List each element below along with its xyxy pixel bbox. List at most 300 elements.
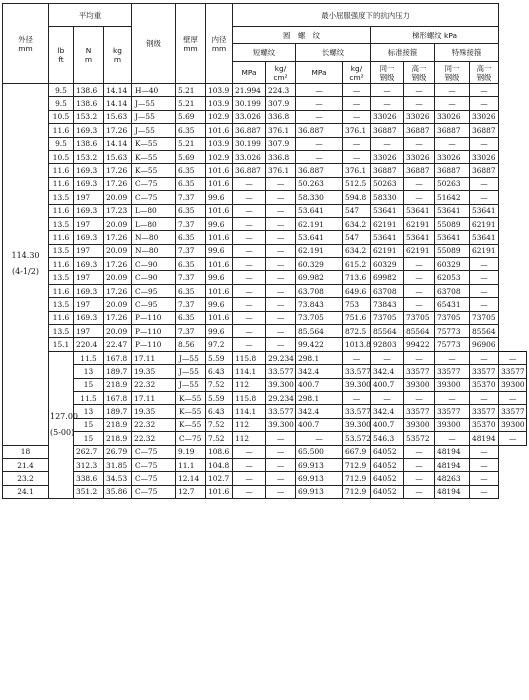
- long-kgcm-cell: —: [343, 84, 371, 97]
- lb-per-ft-cell: 11.6: [49, 231, 74, 244]
- short-kgcm-cell: —: [266, 244, 296, 257]
- table-row: [3, 298, 527, 311]
- kg-per-m-cell: 14.14: [104, 97, 132, 110]
- n-per-m-cell: 220.4: [74, 338, 104, 351]
- short-mpa-header: MPa: [233, 62, 266, 84]
- long-kgcm-cell: 400.7: [371, 418, 404, 431]
- spc-higher-grade-cell: —: [499, 391, 527, 404]
- long-mpa-cell: 33.577: [343, 365, 371, 378]
- spc-same-grade-cell: 55089: [435, 244, 470, 257]
- long-mpa-cell: 36.887: [296, 164, 343, 177]
- short-kgcm-cell: —: [266, 191, 296, 204]
- short-kgcm-cell: —: [266, 284, 296, 297]
- inner-diameter-cell: 101.6: [206, 204, 233, 217]
- short-mpa-cell: 29.234: [266, 391, 296, 404]
- lb-per-ft-cell: 23.2: [3, 472, 49, 485]
- table-row: [3, 271, 527, 284]
- long-mpa-cell: 62.191: [296, 244, 343, 257]
- wall-thickness-cell: 6.35: [176, 124, 206, 137]
- long-kgcm-cell: 712.9: [343, 472, 371, 485]
- long-mpa-cell: 99.422: [296, 338, 343, 351]
- inner-diameter-cell: 112: [233, 432, 266, 445]
- long-mpa-cell: 53.641: [296, 204, 343, 217]
- short-kgcm-cell: —: [266, 472, 296, 485]
- round-thread-header: 圆 螺 纹: [233, 27, 371, 44]
- n-per-m-cell: 312.3: [74, 458, 104, 471]
- std-same-grade-cell: 64052: [371, 472, 404, 485]
- table-row: [3, 445, 527, 458]
- spc-same-grade-cell: 53641: [435, 231, 470, 244]
- spc-higher-grade-cell: —: [470, 137, 499, 150]
- std-higher-grade-cell: 39300: [435, 378, 470, 391]
- lb-per-ft-cell: 15: [74, 432, 104, 445]
- inner-diameter-cell: 108.6: [206, 445, 233, 458]
- spc-higher-grade-cell: 96906: [470, 338, 499, 351]
- spc-higher-grade-cell: —: [470, 472, 499, 485]
- spc-higher-grade-cell: 62191: [470, 217, 499, 230]
- id-unit: mm: [211, 43, 227, 53]
- short-mpa-cell: —: [233, 338, 266, 351]
- long-mpa-cell: 36.887: [296, 124, 343, 137]
- wall-thickness-cell: 7.52: [206, 432, 233, 445]
- kg-per-m-cell: 34.53: [104, 472, 132, 485]
- table-row: [3, 164, 527, 177]
- kg-per-m-cell: 15.63: [104, 150, 132, 163]
- short-mpa-cell: —: [233, 485, 266, 498]
- n-per-m-cell: 218.9: [104, 432, 132, 445]
- std-same-grade-cell: 73843: [371, 298, 404, 311]
- inner-diameter-cell: 99.6: [206, 271, 233, 284]
- table-row: [3, 150, 527, 163]
- std-same-top: 同一: [379, 63, 395, 73]
- table-body: [3, 84, 527, 499]
- long-mpa-cell: 73.705: [296, 311, 343, 324]
- grade-cell: C—75: [132, 445, 176, 458]
- lb-per-ft-cell: 21.4: [3, 458, 49, 471]
- od-value: 114.30: [11, 251, 40, 261]
- long-mpa-cell: —: [296, 110, 343, 123]
- kg-per-m-cell: 19.35: [132, 365, 176, 378]
- kg-header: [104, 27, 132, 84]
- std-higher-grade-cell: 36887: [404, 164, 435, 177]
- std-higher-grade-cell: 36887: [404, 124, 435, 137]
- short-mpa-cell: —: [233, 191, 266, 204]
- lb-per-ft-cell: 13.5: [49, 244, 74, 257]
- long-kgcm-cell: —: [371, 391, 404, 404]
- spc-same-grade-cell: —: [470, 351, 499, 364]
- std-higher-grade-cell: —: [404, 472, 435, 485]
- grade-cell: C—75: [132, 485, 176, 498]
- spc-same-grade-cell: 63708: [435, 284, 470, 297]
- n-per-m-cell: 169.3: [74, 258, 104, 271]
- grade-cell: C—95: [132, 298, 176, 311]
- grade-cell: J—55: [132, 97, 176, 110]
- long-mpa-cell: 63.708: [296, 284, 343, 297]
- kg-per-m-cell: 20.09: [104, 217, 132, 230]
- grade-cell: H—40: [132, 84, 176, 97]
- std-same-grade-cell: —: [404, 351, 435, 364]
- std-higher-grade-cell: 39300: [435, 418, 470, 431]
- n-per-m-cell: 218.9: [104, 378, 132, 391]
- std-higher-grade-cell: 33577: [435, 405, 470, 418]
- wall-thickness-cell: 6.43: [206, 365, 233, 378]
- kg-per-m-cell: 20.09: [104, 325, 132, 338]
- table-row: [3, 338, 527, 351]
- table-row: [3, 191, 527, 204]
- table-row: [3, 177, 527, 190]
- inner-diameter-cell: 101.6: [206, 258, 233, 271]
- long-mpa-cell: 53.572: [343, 432, 371, 445]
- short-mpa-cell: 33.026: [233, 150, 266, 163]
- n-per-m-cell: 197: [74, 325, 104, 338]
- spc-higher-grade-cell: —: [470, 485, 499, 498]
- n-per-m-cell: 197: [74, 244, 104, 257]
- spc-same-grade-header: [435, 62, 470, 84]
- spc-higher-grade-cell: —: [499, 351, 527, 364]
- kg-per-m-cell: 17.11: [132, 391, 176, 404]
- spc-higher-grade-cell: 85564: [470, 325, 499, 338]
- inner-diameter-cell: 101.6: [206, 164, 233, 177]
- spc-higher-grade-cell: 53641: [470, 231, 499, 244]
- short-kgcm-cell: 224.3: [266, 84, 296, 97]
- special-coupling-header: 特殊接箍: [435, 44, 499, 62]
- long-kgcm-cell: —: [343, 97, 371, 110]
- wall-thickness-cell: 7.37: [176, 244, 206, 257]
- lb-per-ft-cell: 9.5: [49, 137, 74, 150]
- std-same-grade-cell: 58330: [371, 191, 404, 204]
- inner-diameter-cell: 102.7: [206, 472, 233, 485]
- inner-diameter-cell: 101.6: [206, 231, 233, 244]
- kg-per-m-cell: 22.32: [132, 432, 176, 445]
- std-higher-grade-cell: —: [404, 84, 435, 97]
- lb-per-ft-cell: 9.5: [49, 84, 74, 97]
- table-row: [3, 258, 527, 271]
- n-per-m-cell: 169.3: [74, 231, 104, 244]
- spc-same-grade-cell: 48194: [470, 432, 499, 445]
- long-mpa-cell: 58.330: [296, 191, 343, 204]
- short-mpa-cell: 29.234: [266, 351, 296, 364]
- long-mpa-cell: 69.913: [296, 472, 343, 485]
- std-same-grade-cell: 53572: [404, 432, 435, 445]
- spc-higher-grade-cell: 33026: [470, 110, 499, 123]
- grade-cell: C—90: [132, 271, 176, 284]
- table-row: [3, 472, 527, 485]
- short-mpa-cell: 30.199: [233, 97, 266, 110]
- short-kgcm-cell: 307.9: [266, 137, 296, 150]
- wall-thickness-cell: 6.35: [176, 311, 206, 324]
- kg-per-m-cell: 20.09: [104, 244, 132, 257]
- n-per-m-cell: 169.3: [74, 284, 104, 297]
- table-row: [3, 391, 527, 404]
- n-per-m-cell: 138.6: [74, 97, 104, 110]
- long-kgcm-cell: 342.4: [371, 365, 404, 378]
- long-mpa-cell: 39.300: [343, 378, 371, 391]
- od-label: 外径: [18, 34, 33, 44]
- long-kgcm-cell: 634.2: [343, 244, 371, 257]
- std-higher-grade-cell: —: [404, 97, 435, 110]
- std-higher-grade-cell: —: [404, 445, 435, 458]
- grade-cell: P—110: [132, 338, 176, 351]
- long-mpa-cell: —: [343, 351, 371, 364]
- wall-thickness-cell: 7.37: [176, 325, 206, 338]
- table-row: [3, 418, 527, 431]
- od-value: 127.00: [50, 411, 78, 421]
- n-per-m-cell: 138.6: [74, 137, 104, 150]
- short-mpa-cell: 39.300: [266, 418, 296, 431]
- inner-diameter-cell: 97.2: [206, 338, 233, 351]
- lb-per-ft-cell: 15: [74, 418, 104, 431]
- spc-higher-grade-cell: 33577: [499, 365, 527, 378]
- lb-per-ft-cell: 11.6: [49, 258, 74, 271]
- kg-per-m-cell: 17.23: [104, 204, 132, 217]
- std-same-grade-cell: 36887: [371, 124, 404, 137]
- spc-higher-grade-cell: 73705: [470, 311, 499, 324]
- short-kgcm-top: kg/: [274, 63, 287, 73]
- n-top: N: [85, 46, 92, 55]
- lb-per-ft-cell: 13: [74, 365, 104, 378]
- wall-thickness-cell: 11.1: [176, 458, 206, 471]
- short-mpa-cell: 33.577: [266, 405, 296, 418]
- n-header: [74, 27, 104, 84]
- grade-cell: K—55: [176, 405, 206, 418]
- long-mpa-cell: 69.982: [296, 271, 343, 284]
- grade-cell: J—55: [132, 124, 176, 137]
- std-same-grade-cell: 60329: [371, 258, 404, 271]
- n-per-m-cell: 338.6: [74, 472, 104, 485]
- long-kgcm-cell: 400.7: [371, 378, 404, 391]
- spc-higher-grade-cell: —: [470, 84, 499, 97]
- spc-same-grade-cell: 75773: [435, 325, 470, 338]
- spc-same-grade-cell: 48194: [435, 458, 470, 471]
- grade-cell: C—75: [132, 191, 176, 204]
- long-mpa-cell: 73.843: [296, 298, 343, 311]
- kg-per-m-cell: 35.86: [104, 485, 132, 498]
- inner-diameter-cell: 115.8: [233, 351, 266, 364]
- short-kgcm-cell: 298.1: [296, 351, 343, 364]
- std-higher-grade-cell: —: [404, 137, 435, 150]
- standard-coupling-header: 标准接箍: [371, 44, 435, 62]
- wall-thickness-cell: 12.14: [176, 472, 206, 485]
- n-per-m-cell: 197: [74, 298, 104, 311]
- short-kgcm-cell: —: [266, 445, 296, 458]
- std-higher-grade-cell: —: [435, 391, 470, 404]
- table-row: [3, 378, 527, 391]
- long-mpa-cell: 50.263: [296, 177, 343, 190]
- lb-per-ft-cell: 13.5: [49, 191, 74, 204]
- long-mpa-cell: —: [296, 97, 343, 110]
- n-per-m-cell: 189.7: [104, 365, 132, 378]
- long-kgcm-cell: 342.4: [371, 405, 404, 418]
- inner-diameter-cell: 101.6: [206, 177, 233, 190]
- std-same-grade-cell: 85564: [371, 325, 404, 338]
- kg-per-m-cell: 14.14: [104, 137, 132, 150]
- spc-higher-grade-cell: —: [470, 445, 499, 458]
- kg-per-m-cell: 26.79: [104, 445, 132, 458]
- grade-header: 钢级: [132, 4, 176, 84]
- std-same-bottom: 钢级: [379, 72, 395, 82]
- short-thread-header: 短螺纹: [233, 44, 296, 62]
- n-per-m-cell: 169.3: [74, 311, 104, 324]
- kg-per-m-cell: 22.47: [104, 338, 132, 351]
- spc-same-grade-cell: 33026: [435, 110, 470, 123]
- std-higher-grade-header: [404, 62, 435, 84]
- std-same-grade-cell: 53641: [371, 231, 404, 244]
- spc-same-grade-cell: —: [435, 84, 470, 97]
- spc-higher-grade-cell: —: [470, 298, 499, 311]
- avg-weight-header: 平均重: [49, 4, 132, 27]
- long-kgcm-cell: 376.1: [343, 164, 371, 177]
- std-higher-grade-cell: —: [404, 485, 435, 498]
- grade-cell: J—55: [176, 365, 206, 378]
- n-per-m-cell: 218.9: [104, 418, 132, 431]
- spc-same-grade-cell: 51642: [435, 191, 470, 204]
- long-mpa-header: MPa: [296, 62, 343, 84]
- short-kgcm-cell: 298.1: [296, 391, 343, 404]
- long-kgcm-cell: 712.9: [343, 485, 371, 498]
- lb-per-ft-cell: 10.5: [49, 110, 74, 123]
- table-row: [3, 204, 527, 217]
- short-kgcm-cell: 400.7: [296, 378, 343, 391]
- short-kgcm-bottom: cm²: [273, 72, 288, 82]
- lb-per-ft-cell: 10.5: [49, 150, 74, 163]
- spc-same-grade-cell: 36887: [435, 124, 470, 137]
- std-higher-grade-cell: 62191: [404, 217, 435, 230]
- spc-higher-grade-cell: 39300: [499, 378, 527, 391]
- table-row: [3, 124, 527, 137]
- spc-same-grade-cell: —: [435, 137, 470, 150]
- long-kgcm-cell: 667.9: [343, 445, 371, 458]
- std-same-grade-cell: 92803: [371, 338, 404, 351]
- table-row: [3, 458, 527, 471]
- spc-same-grade-cell: 73705: [435, 311, 470, 324]
- long-kgcm-cell: 376.1: [343, 124, 371, 137]
- kg-per-m-cell: 17.26: [104, 284, 132, 297]
- id-label: 内径: [211, 34, 227, 44]
- kg-per-m-cell: 17.26: [104, 164, 132, 177]
- std-same-grade-cell: —: [404, 391, 435, 404]
- std-higher-grade-cell: —: [404, 258, 435, 271]
- lb-per-ft-cell: 15.1: [49, 338, 74, 351]
- std-same-grade-cell: —: [371, 84, 404, 97]
- short-kgcm-cell: 307.9: [266, 97, 296, 110]
- std-higher-grade-cell: 33026: [404, 150, 435, 163]
- long-kgcm-cell: 634.2: [343, 217, 371, 230]
- long-mpa-cell: 33.577: [343, 405, 371, 418]
- wall-thickness-cell: 7.37: [176, 217, 206, 230]
- long-mpa-cell: —: [296, 84, 343, 97]
- n-per-m-cell: 169.3: [74, 164, 104, 177]
- table-row: [3, 97, 527, 110]
- spc-same-grade-cell: 35370: [470, 418, 499, 431]
- n-per-m-cell: 262.7: [74, 445, 104, 458]
- spc-same-grade-cell: 62053: [435, 271, 470, 284]
- std-same-grade-cell: 64052: [371, 458, 404, 471]
- grade-cell: C—75: [132, 472, 176, 485]
- wall-thickness-cell: 6.35: [176, 204, 206, 217]
- short-kgcm-cell: —: [266, 217, 296, 230]
- wall-thickness-cell: 6.35: [176, 284, 206, 297]
- std-higher-grade-cell: 33026: [404, 110, 435, 123]
- std-same-grade-cell: 39300: [404, 418, 435, 431]
- short-mpa-cell: 30.199: [233, 137, 266, 150]
- grade-cell: K—55: [132, 137, 176, 150]
- long-kgcm-cell: 649.6: [343, 284, 371, 297]
- long-thread-header: 长螺纹: [296, 44, 371, 62]
- short-kgcm-cell: —: [266, 485, 296, 498]
- wall-thickness-cell: 9.19: [176, 445, 206, 458]
- spc-same-grade-cell: 33026: [435, 150, 470, 163]
- short-kgcm-cell: 342.4: [296, 365, 343, 378]
- wall-thickness-cell: 5.59: [206, 351, 233, 364]
- id-header: [206, 4, 233, 84]
- long-kgcm-cell: —: [343, 150, 371, 163]
- spc-higher-grade-cell: —: [470, 258, 499, 271]
- kg-per-m-cell: 20.09: [104, 271, 132, 284]
- long-mpa-cell: 53.641: [296, 231, 343, 244]
- lb-per-ft-cell: 11.6: [49, 311, 74, 324]
- std-higher-grade-cell: 99422: [404, 338, 435, 351]
- long-kgcm-cell: —: [343, 137, 371, 150]
- table-row: [3, 325, 527, 338]
- std-higher-grade-cell: —: [404, 191, 435, 204]
- long-kgcm-cell: 751.6: [343, 311, 371, 324]
- short-kgcm-cell: —: [266, 204, 296, 217]
- outer-diameter-cell: [49, 351, 78, 498]
- spc-same-grade-cell: 65431: [435, 298, 470, 311]
- long-mpa-cell: 65.500: [296, 445, 343, 458]
- spc-higher-bottom: 钢级: [476, 72, 492, 82]
- long-kgcm-cell: 547: [343, 231, 371, 244]
- std-higher-grade-cell: 85564: [404, 325, 435, 338]
- inner-diameter-cell: 99.6: [206, 191, 233, 204]
- od-inch-value: (5-00): [50, 427, 75, 437]
- long-kgcm-cell: 615.2: [343, 258, 371, 271]
- wall-thickness-cell: 6.35: [176, 177, 206, 190]
- spc-same-grade-cell: 48194: [435, 485, 470, 498]
- wall-label: 壁厚: [183, 34, 198, 44]
- inner-diameter-cell: 103.9: [206, 137, 233, 150]
- n-per-m-cell: 167.8: [104, 391, 132, 404]
- kg-per-m-cell: 19.35: [132, 405, 176, 418]
- spc-same-grade-cell: —: [470, 391, 499, 404]
- std-same-grade-cell: 64052: [371, 445, 404, 458]
- n-per-m-cell: 169.3: [74, 177, 104, 190]
- short-mpa-cell: —: [233, 472, 266, 485]
- lb-per-ft-cell: 11.6: [49, 124, 74, 137]
- spc-same-top: 同一: [444, 63, 460, 73]
- wall-thickness-cell: 5.21: [176, 97, 206, 110]
- long-kgcm-header: [343, 62, 371, 84]
- outer-diameter-cell: [3, 84, 49, 446]
- std-same-grade-cell: 50263: [371, 177, 404, 190]
- spc-higher-grade-cell: —: [470, 97, 499, 110]
- grade-cell: L—80: [132, 217, 176, 230]
- pressure-title: 最小屈服强度下的抗内压力: [233, 4, 499, 27]
- inner-diameter-cell: 114.1: [233, 365, 266, 378]
- spc-same-grade-cell: 50263: [435, 177, 470, 190]
- wall-thickness-cell: 7.52: [206, 378, 233, 391]
- kg-per-m-cell: 15.63: [104, 110, 132, 123]
- inner-diameter-cell: 112: [233, 418, 266, 431]
- spc-same-grade-cell: 33577: [470, 405, 499, 418]
- wall-thickness-cell: 7.37: [176, 271, 206, 284]
- short-kgcm-cell: 400.7: [296, 418, 343, 431]
- spc-higher-grade-cell: 33026: [470, 150, 499, 163]
- spc-same-grade-cell: 36887: [435, 164, 470, 177]
- std-higher-grade-cell: —: [404, 271, 435, 284]
- std-same-grade-cell: 33577: [404, 365, 435, 378]
- short-mpa-cell: 21.994: [233, 84, 266, 97]
